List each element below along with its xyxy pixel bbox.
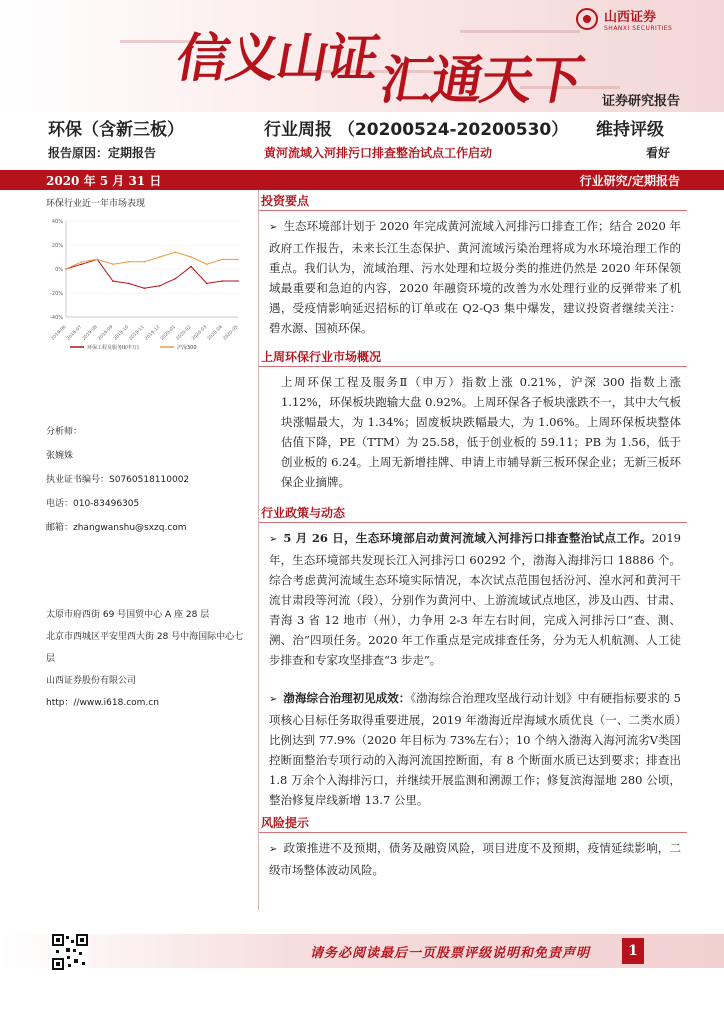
series-line-0 <box>66 259 238 288</box>
y-tick-label: 40% <box>51 219 63 225</box>
analyst-label: 分析师： <box>46 427 83 437</box>
data-point-1 <box>222 259 224 261</box>
analyst-name: 张婉姝 <box>46 451 74 461</box>
website[interactable]: http：//www.i618.com.cn <box>46 698 159 708</box>
chart-title: 环保行业近一年市场表现 <box>46 199 146 209</box>
chart-svg <box>46 213 246 353</box>
disclaimer: 请务必阅读最后一页股票评级说明和免责声明 <box>310 946 591 961</box>
data-point-1 <box>65 268 67 270</box>
arrow-icon: ➢ <box>269 222 278 233</box>
data-point-1 <box>128 261 130 263</box>
slogan-part2: 汇通天下 <box>375 50 587 111</box>
arrow-icon: ➢ <box>269 844 278 855</box>
data-point-0 <box>112 280 114 282</box>
risk-paragraph <box>269 838 681 880</box>
section-divider <box>259 832 687 833</box>
main-content <box>258 190 686 910</box>
report-reason: 报告原因：定期报告 <box>48 146 157 160</box>
data-point-0 <box>143 287 145 289</box>
data-point-0 <box>81 263 83 265</box>
section-title-highlights: 投资要点 <box>261 194 310 208</box>
y-tick-label: 20% <box>51 243 63 249</box>
market-chart <box>46 213 246 353</box>
section-title-policy: 行业政策与动态 <box>261 506 346 520</box>
logo-cn: 山西证券 <box>604 10 657 25</box>
policy-text-1: 2019 年，生态环境部共发现长江入河排污口 60292 个，渤海入海排污口 18886 个。综合考虑黄河流域生态环境实际情况，本次试点范围包括汾河、湟水河和黄河干流甘肃段等河流（段），分别作为黄河中、上游流域试点地区，涉及山西、甘肃、青海 3 省 12 地市（州），力争用 2-3 年左右时间，完成入河排污口“查、测、溯、治”四项任务。2020 年工作重点是完成排查任务，分为无人机航测、人工徒步排查和专家攻坚排查“3 步走”。 <box>269 531 681 667</box>
highlights-text: 生态环境部计划于 2020 年完成黄河流域入河排污口排查工作；结合 2020 年政府工作报告，未来长江生态保护、黄河流域污染治理将成为水环境治理工作的重点。我们认为，流域治理、污水处理和垃圾分类的推进仍然是 2020 年环保领域最重要和急迫的内容，2020 年融资环境的改善为水处理行业的反弹带来了机遇，受疫情影响延迟招标的订单或在 Q2-Q3 集中爆发，建议投资者继续关注：碧水源、国祯环保。 <box>269 219 681 335</box>
x-tick-label: 2019-09 <box>97 324 115 342</box>
data-point-1 <box>112 263 114 265</box>
header-banner <box>0 0 724 112</box>
data-point-1 <box>190 256 192 258</box>
section-title-market: 上周环保行业市场概况 <box>261 350 382 364</box>
sector-name: 环保（含新三板） <box>48 120 184 140</box>
x-tick-label: 2020-03 <box>191 324 209 342</box>
x-tick-label: 2020-05 <box>222 324 240 342</box>
policy-paragraph-2 <box>269 688 681 810</box>
data-point-0 <box>237 280 239 282</box>
data-point-0 <box>206 283 208 285</box>
section-divider <box>259 210 687 211</box>
logo-icon <box>576 8 598 30</box>
report-type: 行业周报 （20200524-20200530） <box>264 120 569 140</box>
x-tick-label: 2020-01 <box>160 324 177 342</box>
report-headline: 黄河流域入河排污口排查整治试点工作启动 <box>264 146 493 160</box>
data-point-1 <box>206 263 208 265</box>
policy-paragraph-1 <box>269 528 681 670</box>
legend-label: 沪深300 <box>177 345 197 351</box>
report-date: 2020 年 5 月 31 日 <box>46 174 162 188</box>
company-name: 山西证券股份有限公司 <box>46 676 137 686</box>
policy-text-2: 《渤海综合治理攻坚战行动计划》中有硬指标要求的 5 项核心目标任务取得重要进展，2019 年渤海近岸海域水质优良（一、二类水质）比例达到 77.9%（2020 年目标为 73%左右）；10 个纳入渤海入海河流劣Ⅴ类国控断面整治专项行动的入海河流国控断面，有 8 个断面水质已达到要求；排查出 1.8 万余个入海排污口，并继续开展监测和溯源工作；修复滨海湿地 280 公顷，整治修复岸线新增 13.7 公里。 <box>269 691 681 807</box>
decor-streak <box>460 30 580 33</box>
x-tick-label: 2020-04 <box>206 324 224 342</box>
policy-lead-1: 5 月 26 日，生态环境部启动黄河流域入河排污口排查整治试点工作。 <box>283 531 652 545</box>
section-divider <box>259 366 687 367</box>
data-point-1 <box>159 256 161 258</box>
data-point-0 <box>175 278 177 280</box>
y-tick-label: -40% <box>50 315 63 321</box>
x-tick-label: 2019-10 <box>113 324 130 342</box>
legend-label: 环保工程及服务II(申万) <box>87 345 139 351</box>
analyst-email[interactable]: 邮箱：zhangwanshu@sxzq.com <box>46 523 187 533</box>
highlights-paragraph <box>269 216 681 338</box>
data-point-0 <box>222 280 224 282</box>
section-title-risk: 风险提示 <box>261 816 310 830</box>
x-tick-label: 2019-06 <box>50 324 68 342</box>
address-line1: 太原市府西街 69 号国贸中心 A 座 28 层 <box>46 610 210 620</box>
qr-code-icon <box>52 934 88 970</box>
report-category: 行业研究/定期报告 <box>579 174 680 188</box>
data-point-1 <box>143 261 145 263</box>
section-divider <box>259 522 687 523</box>
left-column <box>46 196 246 353</box>
subtitle-row <box>0 142 724 164</box>
analyst-license: 执业证书编号：S0760518110002 <box>46 475 190 485</box>
y-tick-label: 0% <box>55 267 63 273</box>
title-row <box>0 112 724 140</box>
date-bar <box>0 170 724 190</box>
data-point-1 <box>96 259 98 261</box>
data-point-0 <box>128 283 130 285</box>
data-point-0 <box>190 266 192 268</box>
market-paragraph: 上周环保工程及服务Ⅱ（申万）指数上涨 0.21%，沪深 300 指数上涨 1.12%，环保板块跑输大盘 0.92%。上周环保各子板块涨跌不一，其中大气板块涨幅最大，为 1.34%；固废板块跌幅最大，为 1.06%。上周环保板块整体估值下降，PE（TTM）为 25.58，低于创业板的 59.11；PB 为 1.56，低于创业板的 6.24。上周无新增挂牌、申请上市辅导新三板环保企业；无新三板环保企业摘牌。 <box>281 375 681 489</box>
logo-en: SHANXI SECURITIES <box>604 25 673 32</box>
data-point-1 <box>175 251 177 253</box>
company-logo <box>576 6 672 32</box>
arrow-icon: ➢ <box>269 694 278 705</box>
series-line-1 <box>66 252 238 269</box>
outlook: 看好 <box>646 146 671 160</box>
x-tick-label: 2019-08 <box>81 324 99 342</box>
page-number: 1 <box>622 938 644 964</box>
data-point-1 <box>237 259 239 261</box>
policy-lead-2: 渤海综合治理初见成效： <box>283 691 411 705</box>
rating: 维持评级 <box>596 120 664 140</box>
x-tick-label: 2020-02 <box>175 324 193 342</box>
x-tick-label: 2019-12 <box>144 324 162 342</box>
risk-text: 政策推进不及预期，债务及融资风险，项目进度不及预期，疫情延续影响，二级市场整体波动风险。 <box>269 841 681 877</box>
data-point-0 <box>159 285 161 287</box>
x-tick-label: 2019-11 <box>128 324 146 342</box>
address-block <box>46 604 246 714</box>
x-tick-label: 2019-07 <box>66 324 84 342</box>
research-label: 证券研究报告 <box>601 94 680 109</box>
y-tick-label: -20% <box>50 291 63 297</box>
arrow-icon: ➢ <box>269 534 278 545</box>
analyst-phone: 电话：010-83496305 <box>46 499 140 509</box>
address-line2: 北京市西城区平安里西大街 28 号中海国际中心七层 <box>46 632 244 664</box>
slogan-part1: 信义山证 <box>171 28 383 89</box>
data-point-1 <box>81 261 83 263</box>
